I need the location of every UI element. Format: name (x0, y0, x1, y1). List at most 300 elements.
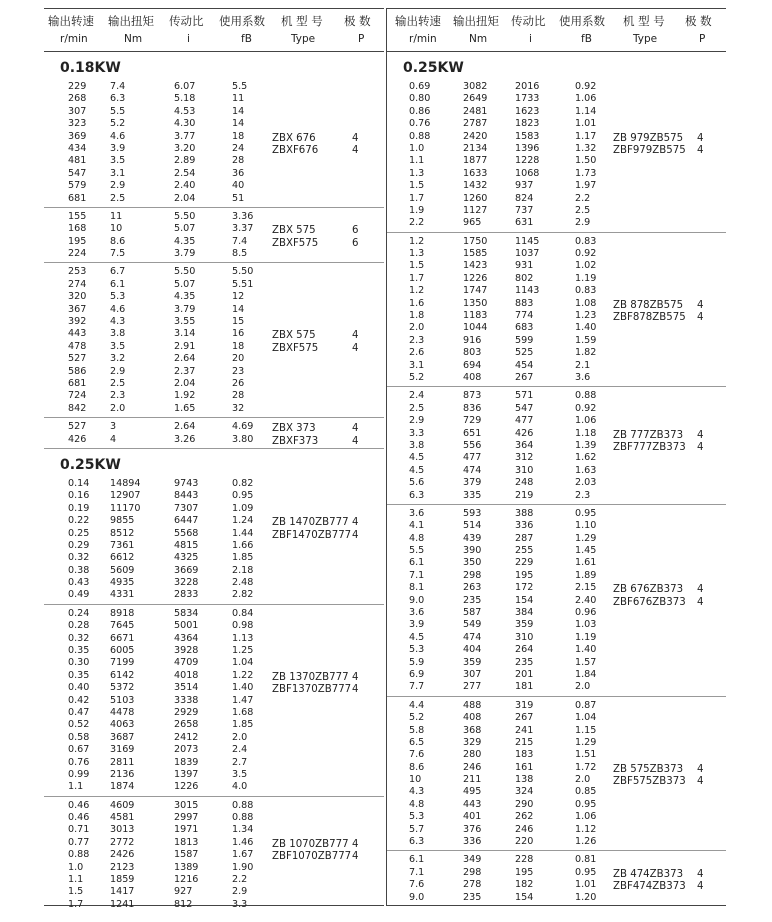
torque-cell: 1874 (110, 781, 135, 793)
ratio-cell: 4.35 (174, 235, 196, 247)
ratio-cell: 3.55 (174, 316, 196, 328)
torque-cell: 235 (463, 594, 482, 606)
ratio-cell: 182 (515, 879, 534, 891)
ratio-cell: 1389 (174, 861, 199, 873)
speed-cell: 1.7 (409, 192, 425, 204)
table-row (44, 266, 384, 278)
torque-cell: 2426 (110, 849, 135, 861)
table-row (387, 106, 726, 118)
speed-cell: 0.46 (68, 799, 90, 811)
speed-cell: 5.3 (409, 644, 425, 656)
torque-cell: 2123 (110, 861, 135, 873)
speed-cell: 6.9 (409, 668, 425, 680)
torque-cell: 1750 (463, 235, 488, 247)
factor-cell: 14 (232, 105, 245, 117)
torque-cell: 4063 (110, 719, 135, 731)
factor-cell: 1.19 (575, 272, 597, 284)
table-row (44, 434, 384, 446)
speed-cell: 3.8 (409, 439, 425, 451)
factor-cell: 15 (232, 316, 245, 328)
table-row (44, 223, 384, 235)
ratio-cell: 683 (515, 322, 534, 334)
factor-cell: 20 (232, 353, 245, 365)
torque-cell: 5103 (110, 694, 135, 706)
model-type: ZBF1470ZB777 (272, 529, 352, 541)
torque-cell: 278 (463, 879, 482, 891)
torque-cell: 9855 (110, 515, 135, 527)
speed-cell: 5.2 (409, 371, 425, 383)
torque-cell: 4331 (110, 589, 135, 601)
speed-cell: 1.7 (409, 272, 425, 284)
ratio-cell: 2929 (174, 706, 199, 718)
ratio-cell: 1587 (174, 849, 199, 861)
factor-cell: 1.90 (232, 861, 254, 873)
speed-cell: 681 (68, 377, 87, 389)
ratio-cell: 2073 (174, 744, 199, 756)
factor-cell: 0.82 (232, 477, 254, 489)
factor-cell: 1.59 (575, 334, 597, 346)
factor-cell: 1.06 (575, 93, 597, 105)
factor-cell: 0.95 (575, 507, 597, 519)
factor-cell: 0.84 (232, 607, 254, 619)
speed-cell: 7.6 (409, 879, 425, 891)
model-type: ZB 575ZB373 (613, 763, 684, 775)
table-row (387, 824, 726, 836)
factor-cell: 2.9 (575, 217, 591, 229)
factor-cell: 1.14 (575, 105, 597, 117)
table-row (387, 681, 726, 693)
speed-cell: 6.5 (409, 736, 425, 748)
factor-cell: 1.02 (575, 260, 597, 272)
speed-cell: 1.0 (409, 142, 425, 154)
model-poles: 6 (352, 225, 359, 237)
speed-cell: 0.14 (68, 477, 90, 489)
factor-cell: 1.61 (575, 557, 597, 569)
factor-cell: 1.82 (575, 347, 597, 359)
torque-cell: 2136 (110, 768, 135, 780)
model-type: ZB 777ZB373 (613, 429, 684, 441)
speed-cell: 527 (68, 421, 87, 433)
model-type: ZB 676ZB373 (613, 584, 684, 596)
torque-cell: 298 (463, 866, 482, 878)
factor-cell: 1.04 (232, 657, 254, 669)
ratio-cell: 312 (515, 452, 534, 464)
ratio-cell: 1623 (515, 105, 540, 117)
speed-cell: 1.5 (68, 886, 84, 898)
power-title: 0.18KW (60, 60, 121, 76)
ratio-cell: 2.91 (174, 340, 196, 352)
torque-cell: 1432 (463, 180, 488, 192)
ratio-cell: 228 (515, 854, 534, 866)
torque-cell: 404 (463, 644, 482, 656)
speed-cell: 2.2 (409, 217, 425, 229)
ratio-cell: 220 (515, 836, 534, 848)
power-section (44, 52, 384, 449)
ratio-cell: 267 (515, 712, 534, 724)
speed-cell: 1.1 (68, 874, 84, 886)
table-row (44, 886, 384, 898)
torque-cell: 4 (110, 433, 117, 445)
ratio-cell: 8443 (174, 490, 199, 502)
header-torque-cn: 输出扭矩 (453, 14, 499, 28)
torque-cell: 7645 (110, 620, 135, 632)
ratio-cell: 937 (515, 180, 534, 192)
speed-cell: 4.5 (409, 631, 425, 643)
table-row (44, 577, 384, 589)
model-type: ZB 474ZB373 (613, 868, 684, 880)
header-speed-cn: 输出转速 (395, 14, 441, 28)
ratio-cell: 287 (515, 532, 534, 544)
factor-cell: 18 (232, 340, 245, 352)
factor-cell: 4.0 (232, 781, 248, 793)
torque-cell: 4.3 (110, 316, 126, 328)
table-row (387, 799, 726, 811)
ratio-cell: 5.18 (174, 93, 196, 105)
ratio-cell: 235 (515, 656, 534, 668)
model-poles: 4 (697, 881, 704, 893)
factor-cell: 0.92 (575, 81, 597, 92)
ratio-cell: 5.50 (174, 210, 196, 222)
ratio-cell: 9743 (174, 477, 199, 489)
ratio-cell: 824 (515, 192, 534, 204)
torque-cell: 8.6 (110, 235, 126, 247)
speed-cell: 224 (68, 248, 87, 260)
torque-cell: 1877 (463, 155, 488, 167)
torque-cell: 836 (463, 402, 482, 414)
factor-cell: 2.0 (232, 731, 248, 743)
speed-cell: 1.3 (409, 248, 425, 260)
speed-cell: 9.0 (409, 594, 425, 606)
ratio-cell: 5568 (174, 527, 199, 539)
table-row (387, 465, 726, 477)
model-poles: 4 (697, 442, 704, 454)
table-row (387, 248, 726, 260)
table-row (44, 93, 384, 105)
model-type: ZBXF575 (272, 237, 319, 249)
speed-cell: 5.8 (409, 724, 425, 736)
model-type: ZBXF373 (272, 435, 319, 447)
torque-cell: 4609 (110, 799, 135, 811)
ratio-cell: 310 (515, 464, 534, 476)
torque-cell: 2811 (110, 756, 135, 768)
table-row (387, 725, 726, 737)
table-row (387, 854, 726, 866)
table-row (44, 279, 384, 291)
model-group (387, 387, 726, 505)
torque-cell: 474 (463, 464, 482, 476)
ratio-cell: 1216 (174, 874, 199, 886)
table-row (387, 520, 726, 532)
speed-cell: 1.3 (409, 167, 425, 179)
factor-cell: 1.03 (575, 619, 597, 631)
model-poles: 4 (697, 312, 704, 324)
speed-cell: 0.30 (68, 657, 90, 669)
header-speed-unit: r/min (60, 33, 88, 45)
speed-cell: 426 (68, 433, 87, 445)
factor-cell: 1.08 (575, 297, 597, 309)
speed-cell: 0.32 (68, 632, 90, 644)
table-row (387, 236, 726, 248)
ratio-cell: 324 (515, 786, 534, 798)
torque-cell: 5372 (110, 682, 135, 694)
header-speed-cn: 输出转速 (48, 14, 94, 28)
ratio-cell: 172 (515, 582, 534, 594)
header-type-unit: Type (633, 33, 658, 45)
speed-cell: 0.32 (68, 552, 90, 564)
factor-cell: 3.37 (232, 223, 254, 235)
model-type: ZB 1070ZB777 (272, 838, 349, 850)
power-section (44, 449, 384, 913)
ratio-cell: 7307 (174, 502, 199, 514)
table-row (44, 353, 384, 365)
ratio-cell: 6.07 (174, 81, 196, 92)
ratio-cell: 525 (515, 347, 534, 359)
ratio-cell: 3514 (174, 682, 199, 694)
table-row (44, 291, 384, 303)
torque-cell: 2772 (110, 836, 135, 848)
ratio-cell: 4.30 (174, 118, 196, 130)
ratio-cell: 5.07 (174, 223, 196, 235)
speed-cell: 369 (68, 130, 87, 142)
speed-cell: 0.99 (68, 768, 90, 780)
ratio-cell: 547 (515, 402, 534, 414)
torque-cell: 474 (463, 631, 482, 643)
speed-cell: 0.19 (68, 502, 90, 514)
ratio-cell: 1971 (174, 824, 199, 836)
torque-cell: 2134 (463, 142, 488, 154)
factor-cell: 1.67 (232, 849, 254, 861)
model-poles: 4 (697, 763, 704, 775)
torque-cell: 3169 (110, 744, 135, 756)
table-row (387, 712, 726, 724)
ratio-cell: 4325 (174, 552, 199, 564)
torque-cell: 2.5 (110, 377, 126, 389)
torque-cell: 694 (463, 359, 482, 371)
torque-cell: 1747 (463, 285, 488, 297)
factor-cell: 1.85 (232, 719, 254, 731)
table-row (387, 285, 726, 297)
torque-cell: 246 (463, 761, 482, 773)
table-row (44, 341, 384, 353)
speed-cell: 0.86 (409, 105, 431, 117)
header-poles-unit: P (358, 33, 365, 45)
ratio-cell: 2.64 (174, 353, 196, 365)
table-row (44, 565, 384, 577)
ratio-cell: 3.79 (174, 248, 196, 260)
speed-cell: 434 (68, 142, 87, 154)
speed-cell: 274 (68, 278, 87, 290)
power-title: 0.25KW (403, 60, 464, 76)
table-row (387, 273, 726, 285)
table-row (387, 180, 726, 192)
factor-cell: 51 (232, 192, 245, 204)
table-row (387, 360, 726, 372)
torque-cell: 3.5 (110, 340, 126, 352)
torque-cell: 2420 (463, 130, 488, 142)
model-type: ZBX 373 (272, 423, 316, 435)
torque-cell: 408 (463, 371, 482, 383)
ratio-cell: 161 (515, 761, 534, 773)
torque-cell: 1350 (463, 297, 488, 309)
model-poles: 4 (352, 330, 359, 342)
factor-cell: 1.06 (575, 415, 597, 427)
torque-cell: 5.5 (110, 105, 126, 117)
speed-cell: 8.1 (409, 582, 425, 594)
table-row (387, 477, 726, 489)
table-row (387, 570, 726, 582)
ratio-cell: 364 (515, 439, 534, 451)
ratio-cell: 2.64 (174, 421, 196, 433)
model-type: ZBX 676 (272, 132, 316, 144)
factor-cell: 1.63 (575, 464, 597, 476)
factor-cell: 1.26 (575, 836, 597, 848)
torque-cell: 916 (463, 334, 482, 346)
torque-cell: 3.9 (110, 142, 126, 154)
right-table-header (387, 9, 726, 52)
torque-cell: 6.1 (110, 278, 126, 290)
speed-cell: 7.6 (409, 749, 425, 761)
table-row (387, 545, 726, 557)
table-row (387, 811, 726, 823)
factor-cell: 2.40 (575, 594, 597, 606)
model-type: ZBX 575 (272, 330, 316, 342)
table-row (387, 533, 726, 545)
factor-cell: 0.85 (575, 786, 597, 798)
ratio-cell: 1823 (515, 118, 540, 130)
table-row (387, 347, 726, 359)
speed-cell: 10 (409, 774, 422, 786)
ratio-cell: 6447 (174, 515, 199, 527)
factor-cell: 2.18 (232, 564, 254, 576)
table-row (44, 874, 384, 886)
ratio-cell: 4364 (174, 632, 199, 644)
table-row (44, 645, 384, 657)
ratio-cell: 883 (515, 297, 534, 309)
speed-cell: 0.71 (68, 824, 90, 836)
speed-cell: 323 (68, 118, 87, 130)
speed-cell: 0.25 (68, 527, 90, 539)
table-row (44, 769, 384, 781)
torque-cell: 10 (110, 223, 123, 235)
ratio-cell: 1068 (515, 167, 540, 179)
speed-cell: 8.6 (409, 761, 425, 773)
header-factor-unit: fB (241, 33, 252, 45)
torque-cell: 5609 (110, 564, 135, 576)
ratio-cell: 1145 (515, 235, 540, 247)
model-group (44, 78, 384, 208)
model-group (44, 208, 384, 264)
torque-cell: 3.1 (110, 167, 126, 179)
table-row (44, 503, 384, 515)
factor-cell: 1.12 (575, 823, 597, 835)
factor-cell: 2.1 (575, 359, 591, 371)
ratio-cell: 477 (515, 415, 534, 427)
factor-cell: 0.98 (232, 620, 254, 632)
speed-cell: 1.1 (68, 781, 84, 793)
ratio-cell: 154 (515, 594, 534, 606)
power-title: 0.25KW (60, 456, 121, 473)
table-row (44, 552, 384, 564)
torque-cell: 3082 (463, 81, 488, 92)
torque-cell: 3.8 (110, 328, 126, 340)
ratio-cell: 737 (515, 204, 534, 216)
factor-cell: 0.88 (232, 799, 254, 811)
speed-cell: 0.42 (68, 694, 90, 706)
model-poles: 4 (697, 145, 704, 157)
factor-cell: 18 (232, 130, 245, 142)
factor-cell: 7.4 (232, 235, 248, 247)
torque-cell: 329 (463, 736, 482, 748)
torque-cell: 1417 (110, 886, 135, 898)
factor-cell: 28 (232, 390, 245, 402)
ratio-cell: 631 (515, 217, 534, 229)
ratio-cell: 2.54 (174, 167, 196, 179)
torque-cell: 277 (463, 681, 482, 693)
ratio-cell: 5.50 (174, 266, 196, 278)
torque-cell: 263 (463, 582, 482, 594)
table-row (44, 328, 384, 340)
ratio-cell: 195 (515, 866, 534, 878)
table-row (387, 632, 726, 644)
speed-cell: 0.80 (409, 93, 431, 105)
ratio-cell: 1.65 (174, 402, 196, 414)
torque-cell: 2.3 (110, 390, 126, 402)
ratio-cell: 3928 (174, 645, 199, 657)
speed-cell: 0.76 (409, 118, 431, 130)
factor-cell: 1.44 (232, 527, 254, 539)
ratio-cell: 1.92 (174, 390, 196, 402)
factor-cell: 4.69 (232, 421, 254, 433)
model-type: ZB 1370ZB777 (272, 671, 349, 683)
model-group (44, 263, 384, 418)
torque-cell: 349 (463, 854, 482, 866)
torque-cell: 1585 (463, 248, 488, 260)
torque-cell: 336 (463, 836, 482, 848)
model-poles: 4 (352, 671, 359, 683)
table-row (44, 812, 384, 824)
speed-cell: 7.1 (409, 569, 425, 581)
table-row (44, 180, 384, 192)
factor-cell: 1.45 (575, 545, 597, 557)
speed-cell: 0.28 (68, 620, 90, 632)
speed-cell: 3.6 (409, 507, 425, 519)
model-poles: 4 (352, 838, 359, 850)
speed-cell: 5.3 (409, 811, 425, 823)
header-factor-cn: 使用系数 (219, 14, 265, 28)
factor-cell: 11 (232, 93, 245, 105)
table-row (44, 366, 384, 378)
factor-cell: 32 (232, 402, 245, 414)
factor-cell: 1.72 (575, 761, 597, 773)
header-ratio-unit: i (187, 33, 190, 45)
ratio-cell: 255 (515, 545, 534, 557)
ratio-cell: 290 (515, 798, 534, 810)
model-type: ZBF979ZB575 (613, 145, 686, 157)
ratio-cell: 215 (515, 736, 534, 748)
table-row (44, 143, 384, 155)
torque-cell: 1260 (463, 192, 488, 204)
table-row (44, 478, 384, 490)
ratio-cell: 1839 (174, 756, 199, 768)
torque-cell: 6142 (110, 669, 135, 681)
header-poles-unit: P (699, 33, 706, 45)
torque-cell: 443 (463, 798, 482, 810)
torque-cell: 2481 (463, 105, 488, 117)
model-type: ZBX 575 (272, 225, 316, 237)
factor-cell: 0.96 (575, 607, 597, 619)
factor-cell: 3.80 (232, 433, 254, 445)
torque-cell: 439 (463, 532, 482, 544)
